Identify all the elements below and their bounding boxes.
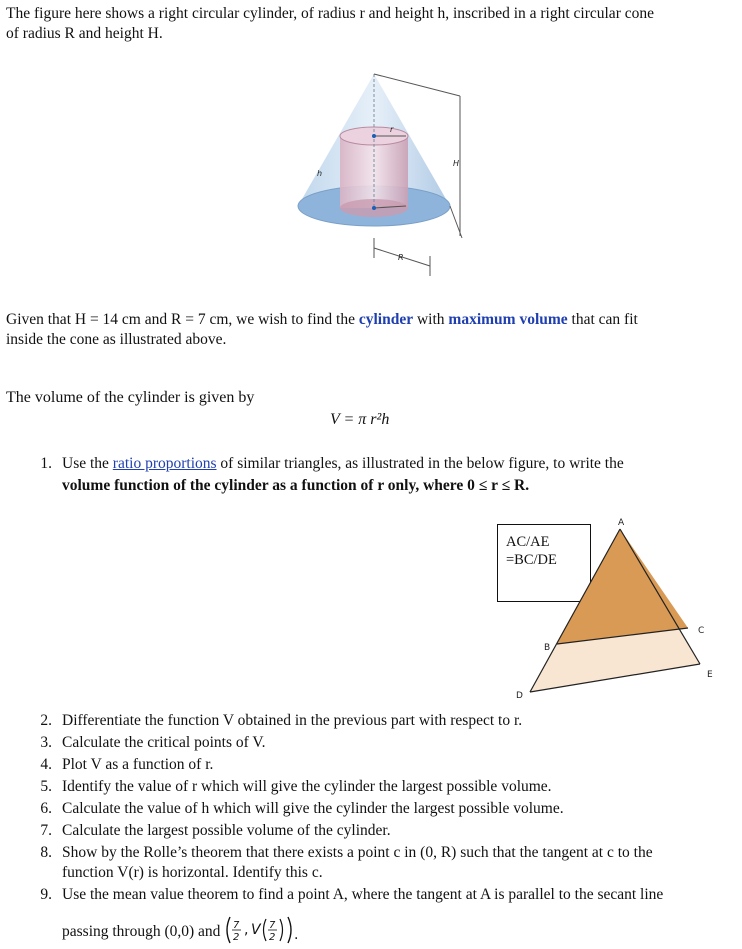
svg-text:7: 7 bbox=[269, 920, 276, 931]
label-D: D bbox=[516, 691, 523, 701]
label-A: A bbox=[618, 518, 625, 528]
given-paragraph bbox=[6, 310, 736, 350]
label-r: r bbox=[390, 125, 394, 134]
cylinder-highlight: cylinder bbox=[358, 311, 414, 328]
svg-text:.: . bbox=[294, 927, 299, 943]
label-h: h bbox=[317, 169, 323, 178]
triangle-top bbox=[557, 529, 688, 644]
volume-formula: V = π r²h bbox=[330, 411, 390, 428]
similar-triangles-figure bbox=[510, 514, 730, 704]
step-1-line-2: volume function of the cylinder as a function of r only, where 0 ≤ r ≤ R. bbox=[62, 477, 530, 494]
svg-text:7: 7 bbox=[233, 920, 240, 931]
given-line-2: inside the cone as illustrated above. bbox=[6, 331, 227, 348]
label-B: B bbox=[544, 643, 551, 653]
label-C: C bbox=[698, 626, 705, 636]
ratio-box: AC/AE =BC/DE bbox=[497, 524, 591, 602]
svg-text:V: V bbox=[251, 922, 261, 938]
cone-cylinder-figure bbox=[290, 66, 490, 281]
given-line-1: Given that H = 14 cm and R = 7 cm, we wish to find the cylinder with maximum volume that can fit bbox=[6, 311, 638, 328]
intro-line-2: of radius R and height H. bbox=[6, 25, 163, 42]
label-R: R bbox=[398, 253, 404, 262]
point-7-2-formula bbox=[224, 915, 308, 945]
ratio-proportions-link[interactable]: ratio proportions bbox=[112, 455, 217, 472]
svg-text:2: 2 bbox=[233, 932, 240, 943]
volume-intro: The volume of the cylinder is given by bbox=[6, 389, 255, 406]
svg-text:,: , bbox=[244, 922, 249, 938]
max-volume-highlight: maximum volume bbox=[448, 311, 568, 328]
label-E: E bbox=[707, 670, 713, 680]
intro-line-1: The figure here shows a right circular cylinder, of radius r and height h, inscribed in a right circular cone bbox=[6, 5, 654, 22]
intro-paragraph bbox=[6, 4, 736, 44]
svg-text:2: 2 bbox=[269, 932, 276, 943]
label-H: H bbox=[453, 159, 460, 168]
